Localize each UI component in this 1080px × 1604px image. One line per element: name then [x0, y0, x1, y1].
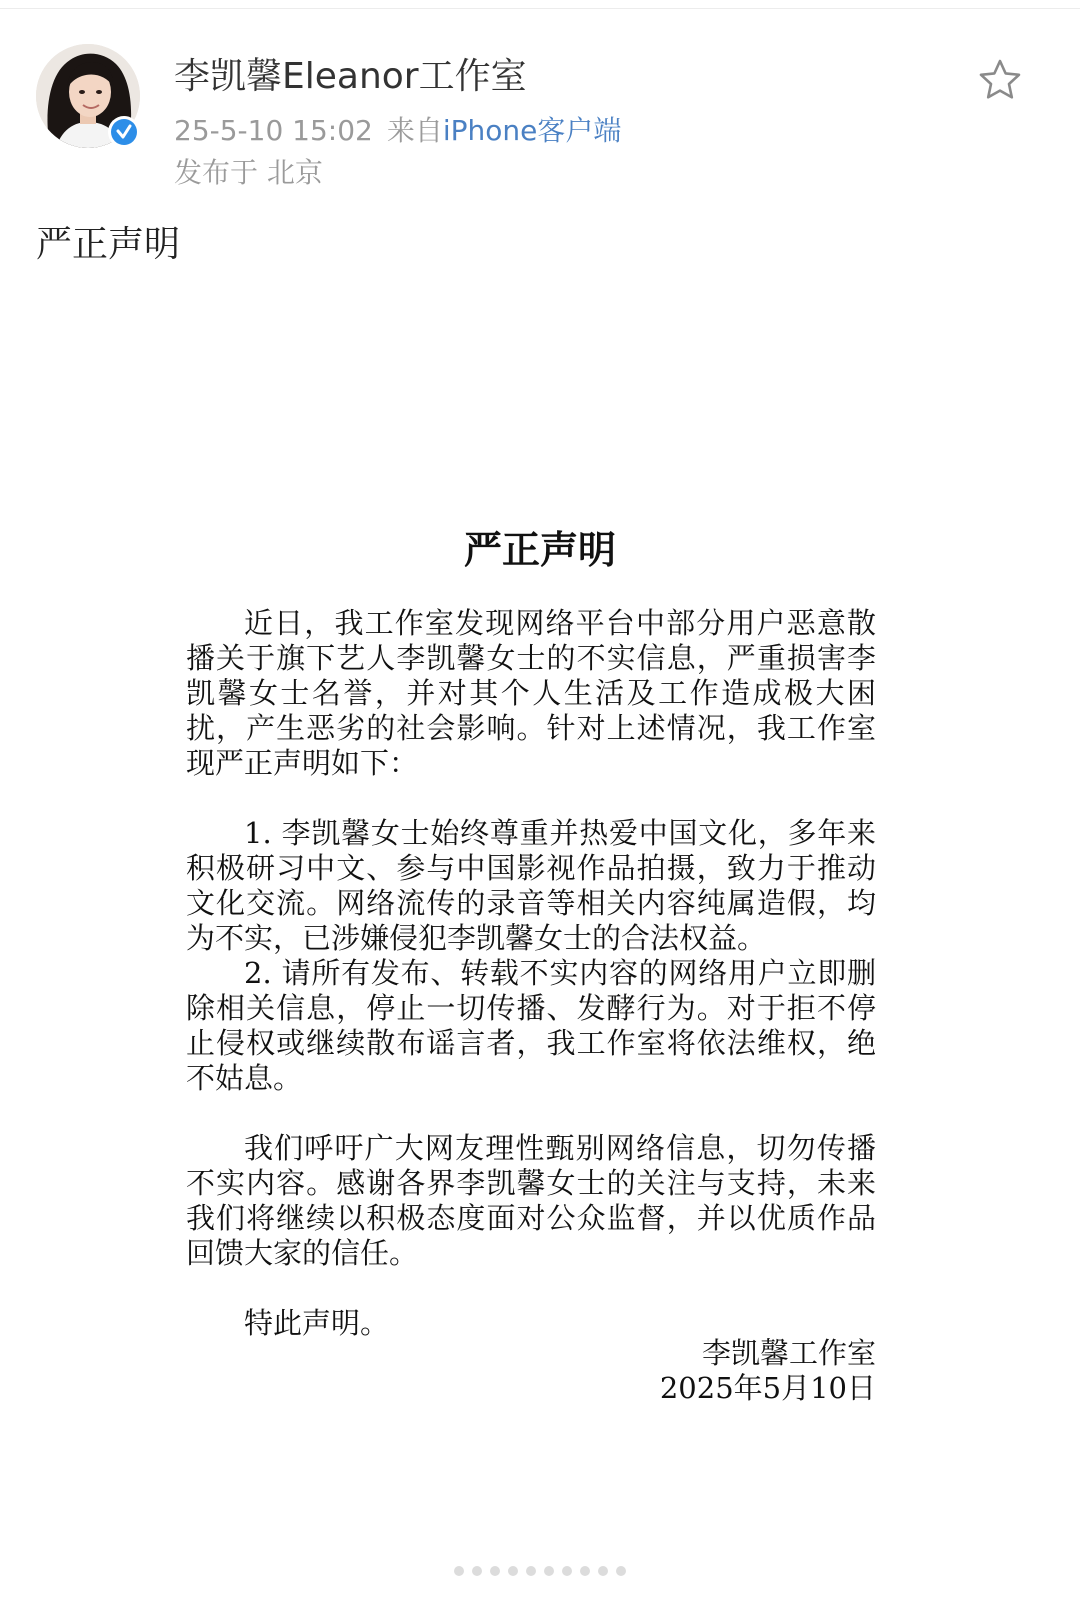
statement-body	[186, 606, 876, 1341]
page-dot	[562, 1566, 572, 1576]
post-meta	[174, 112, 621, 150]
page-dot	[490, 1566, 500, 1576]
favorite-star-icon[interactable]	[976, 56, 1024, 104]
statement-closing: 特此声明。	[244, 1306, 390, 1340]
page-dot	[598, 1566, 608, 1576]
page-dot	[580, 1566, 590, 1576]
page-dot	[544, 1566, 554, 1576]
post-location: 发布于 北京	[174, 156, 323, 189]
post-text: 严正声明	[36, 224, 181, 265]
top-divider	[0, 8, 1080, 9]
source-device-link[interactable]: iPhone客户端	[442, 114, 622, 147]
statement-paragraph-appeal: 我们呼吁广大网友理性甄别网络信息，切勿传播不实内容。感谢各界李凯馨女士的关注与支持，未来我们将继续以积极态度面对公众监督，并以优质作品回馈大家的信任。	[186, 1131, 876, 1270]
page-dot	[508, 1566, 518, 1576]
statement-date: 2025年5月10日	[659, 1371, 876, 1405]
statement-title: 严正声明	[463, 528, 616, 572]
statement-image[interactable]	[0, 290, 1080, 1540]
image-page-indicator	[0, 1566, 1080, 1576]
page-dot	[454, 1566, 464, 1576]
page-dot	[616, 1566, 626, 1576]
statement-signature-block	[186, 1336, 876, 1406]
paragraph-gap	[186, 1271, 876, 1306]
avatar[interactable]	[36, 44, 140, 148]
post-timestamp: 25-5-10 15:02	[174, 114, 373, 147]
page-dot	[526, 1566, 536, 1576]
author-name[interactable]: 李凯馨Eleanor工作室	[174, 56, 527, 97]
page-dot	[472, 1566, 482, 1576]
statement-paragraph-intro: 近日，我工作室发现网络平台中部分用户恶意散播关于旗下艺人李凯馨女士的不实信息，严重损害李凯馨女士名誉，并对其个人生活及工作造成极大困扰，产生恶劣的社会影响。针对上述情况，我工作室现严正声明如下：	[186, 606, 876, 780]
paragraph-gap	[186, 781, 876, 816]
source-prefix: 来自	[386, 114, 443, 147]
verified-badge-icon	[107, 115, 141, 149]
statement-signature: 李凯馨工作室	[701, 1336, 876, 1370]
statement-point-2: 2. 请所有发布、转载不实内容的网络用户立即删除相关信息，停止一切传播、发酵行为。对于拒不停止侵权或继续散布谣言者，我工作室将依法维权，绝不姑息。	[186, 956, 876, 1095]
paragraph-gap	[186, 1096, 876, 1131]
statement-point-1: 1. 李凯馨女士始终尊重并热爱中国文化，多年来积极研习中文、参与中国影视作品拍摄，致力于推动文化交流。网络流传的录音等相关内容纯属造假，均为不实，已涉嫌侵犯李凯馨女士的合法权益。	[186, 816, 876, 955]
